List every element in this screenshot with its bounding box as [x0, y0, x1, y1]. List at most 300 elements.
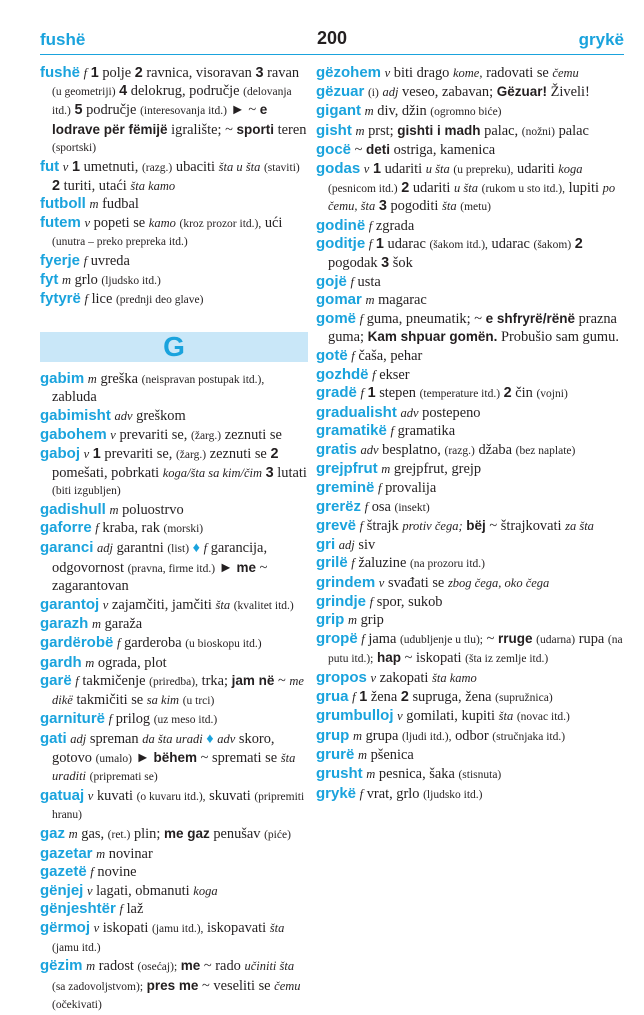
dictionary-entry	[316, 536, 628, 555]
entry-pos: m	[381, 462, 391, 477]
dictionary-entry	[316, 441, 628, 461]
entry-phrase: me	[180, 958, 201, 974]
entry-definition: novine	[97, 864, 137, 881]
headword: garanci	[40, 539, 94, 557]
headword: grip	[316, 611, 345, 629]
entry-definition: prst;	[368, 122, 394, 139]
entry-pos: m	[364, 104, 374, 119]
entry-note: (razg.)	[444, 444, 475, 457]
dictionary-entry	[316, 347, 628, 366]
entry-phrase: Kam shpuar gomën.	[367, 329, 498, 345]
dictionary-entry	[316, 611, 628, 630]
headword: gazetar	[40, 844, 93, 862]
entry-definition: greškom	[136, 407, 186, 424]
entry-sense-number: 2	[134, 65, 143, 81]
entry-definition: lice	[91, 291, 113, 308]
entry-phrase: e lodrave për fëmijë	[52, 102, 268, 137]
entry-pos: f	[372, 367, 376, 382]
entry-definition: čin	[515, 385, 533, 402]
entry-note: (insekt)	[394, 501, 430, 514]
entry-phrase: gishti i madh	[397, 122, 481, 138]
entry-definition: odbor	[455, 727, 489, 744]
entry-pos: f	[75, 674, 79, 689]
entry-definition: ~ iskopati	[404, 650, 462, 667]
dictionary-entry	[316, 366, 628, 385]
entry-sense-number: 5	[74, 102, 83, 119]
headword: garazh	[40, 615, 89, 633]
headword: futem	[40, 213, 81, 231]
headword: fyt	[40, 270, 59, 288]
entry-definition: popeti se	[93, 214, 146, 231]
entry-definition: grlo	[74, 271, 98, 288]
dictionary-entry	[40, 539, 308, 596]
entry-definition: ravnica, visoravan	[146, 65, 252, 81]
dictionary-entry	[40, 501, 308, 520]
entry-note: (pesnicom itd.)	[328, 182, 398, 195]
dictionary-entry	[40, 195, 308, 214]
entry-definition: ►	[218, 559, 233, 576]
dictionary-entry	[40, 957, 308, 1015]
entry-pos: m	[91, 617, 101, 632]
headword: gaboj	[40, 445, 80, 463]
entry-definition: stepen	[379, 385, 416, 402]
entry-separator: ♦	[206, 731, 214, 747]
dictionary-entry	[316, 422, 628, 441]
headword: gomar	[316, 291, 362, 309]
entry-definition: greška	[100, 370, 138, 387]
headword: gropë	[316, 629, 358, 647]
entry-definition: udariti	[412, 179, 451, 196]
entry-sense-number: 2	[52, 177, 61, 194]
entry-note: (unutra – preko prepreka itd.)	[52, 236, 188, 249]
entry-note: (neispravan postupak itd.),	[141, 373, 265, 386]
entry-note: (list)	[167, 543, 190, 556]
entry-definition: zeznuti se	[209, 446, 267, 463]
entry-pos: m	[365, 293, 375, 308]
entry-sense-number: 2	[401, 179, 410, 196]
entry-sense-number: 3	[378, 198, 387, 215]
entry-phrase: Gëzuar!	[496, 83, 548, 99]
entry-pos: m	[85, 655, 95, 670]
entry-definition: vrat, grlo	[366, 785, 420, 802]
entry-usage: šta	[442, 199, 457, 214]
entry-note: (jamu itd.),	[151, 922, 204, 935]
entry-definition: radost	[98, 958, 134, 975]
entry-note: (piće)	[264, 828, 291, 841]
entry-pos: adv	[400, 405, 419, 420]
entry-pos: v	[363, 161, 370, 176]
entry-pos: f	[83, 66, 88, 80]
entry-definition: pšenica	[370, 747, 414, 764]
dictionary-entry	[316, 593, 628, 612]
dictionary-entry	[316, 141, 628, 160]
headword: grurë	[316, 746, 355, 764]
headword: grua	[316, 687, 349, 705]
entry-definition: kraba, rak	[102, 520, 160, 537]
entry-pos: f	[369, 594, 374, 609]
entry-definition: ~	[354, 142, 363, 159]
headword: gazetë	[40, 863, 87, 881]
headword: gradualisht	[316, 403, 397, 421]
dictionary-entry	[316, 707, 628, 727]
entry-definition: kuvati	[96, 787, 133, 804]
headword: goditje	[316, 235, 366, 253]
entry-definition: takmičiti se	[76, 691, 144, 708]
entry-usage: koga	[558, 161, 583, 176]
left-column	[40, 64, 308, 1015]
entry-definition: igralište; ~	[171, 121, 233, 138]
entry-pos: f	[368, 237, 373, 252]
dictionary-entry	[40, 158, 308, 195]
entry-pos: m	[61, 272, 71, 287]
headword: gocë	[316, 141, 352, 159]
entry-phrase: bëhem	[153, 749, 197, 765]
entry-definition: pesnica, šaka	[378, 765, 455, 782]
dictionary-entry	[40, 615, 308, 634]
entry-definition: gramatika	[397, 423, 456, 440]
entry-sense-number: 1	[90, 65, 99, 81]
entry-definition: laž	[126, 901, 144, 918]
dictionary-entry	[40, 214, 308, 252]
entry-definition: penušav	[213, 825, 261, 842]
entry-note: (jamu itd.)	[52, 941, 101, 954]
headword: gëzuar	[316, 82, 365, 100]
entry-pos: adj	[96, 541, 113, 556]
entry-phrase: deti	[366, 142, 391, 158]
entry-note: (sportski)	[52, 142, 97, 155]
headword: grusht	[316, 764, 363, 782]
entry-definition: Živeli!	[550, 83, 590, 100]
entry-pos: v	[86, 883, 93, 898]
letter-heading: G	[40, 332, 308, 362]
entry-note: (ret.)	[107, 828, 131, 841]
entry-definition: ~	[486, 630, 495, 647]
entry-definition: spreman	[89, 731, 139, 747]
entry-definition: poluostrvo	[122, 501, 184, 518]
entry-definition: ostriga, kamenica	[393, 142, 496, 159]
dictionary-entry	[316, 310, 628, 347]
entry-pos: f	[84, 292, 88, 307]
headword: gabim	[40, 369, 85, 387]
entry-sense-number: 1	[359, 688, 368, 705]
headword: gaz	[40, 824, 66, 842]
entry-pos: f	[351, 348, 355, 363]
entry-note: (ljudi itd.),	[401, 730, 452, 743]
entry-usage: šta kamo	[130, 178, 176, 193]
headword: gigant	[316, 102, 361, 120]
entry-pos: f	[390, 424, 394, 439]
entry-pos: f	[108, 712, 113, 727]
dictionary-entry	[316, 688, 628, 708]
headword: gri	[316, 535, 336, 553]
entry-definition: zgrada	[375, 217, 415, 234]
entry-note: (u geometriji)	[52, 85, 116, 98]
guide-word-left: fushë	[40, 30, 86, 49]
entry-sense-number: 3	[265, 464, 274, 481]
entry-definition: Probušio sam gumu.	[500, 329, 619, 346]
entry-definition: ograda, plot	[97, 654, 167, 671]
headword: gëzohem	[316, 64, 382, 81]
entry-pos: v	[397, 709, 403, 724]
entry-definition: biti drago	[393, 65, 450, 81]
headword: fytyrë	[40, 290, 81, 308]
entry-definition: ~	[277, 673, 286, 690]
headword: gotë	[316, 346, 348, 364]
dictionary-entry	[316, 235, 628, 272]
headword: gradë	[316, 384, 357, 402]
entry-definition: iskopavati	[207, 919, 267, 936]
entry-pos: f	[203, 541, 208, 556]
headword: gati	[40, 730, 67, 747]
dictionary-entry	[316, 630, 628, 669]
dictionary-entry	[40, 825, 308, 845]
entry-note: (razg.)	[141, 161, 173, 174]
entry-pos: m	[109, 502, 119, 517]
entry-pos: m	[96, 846, 106, 861]
entry-note: (sa zadovoljstvom);	[52, 980, 144, 993]
dictionary-entry	[316, 498, 628, 518]
headword: gadishull	[40, 500, 106, 518]
entry-definition: fudbal	[102, 196, 139, 213]
entry-usage: šta u šta	[218, 159, 261, 174]
headword: garantoj	[40, 595, 100, 613]
entry-definition: ►	[135, 749, 150, 766]
entry-pos: f	[90, 865, 94, 880]
entry-phrase: pres me	[146, 977, 199, 993]
entry-sense-number: 3	[255, 65, 264, 81]
entry-definition: div, džin	[377, 103, 427, 120]
dictionary-entry	[40, 370, 308, 407]
entry-definition: lagati, obmanuti	[96, 882, 190, 899]
dictionary-entry	[316, 404, 628, 423]
entry-definition: radovati se	[486, 65, 549, 81]
dictionary-entry	[316, 727, 628, 747]
entry-note: (nožni)	[521, 125, 555, 138]
entry-note: (očekivati)	[52, 999, 102, 1012]
entry-definition: teren	[277, 121, 307, 138]
entry-pos: v	[93, 920, 100, 935]
entry-pos: f	[351, 556, 355, 571]
entry-definition: ~	[474, 310, 483, 327]
entry-usage: šta kamo	[431, 671, 477, 685]
entry-usage: zbog čega, oko čega	[447, 576, 550, 591]
entry-usage: šta	[215, 597, 231, 612]
dictionary-entry	[40, 426, 308, 446]
entry-pos: m	[366, 766, 376, 781]
dictionary-entry	[316, 384, 628, 404]
entry-phrase: rruge	[498, 630, 533, 646]
headword: futboll	[40, 195, 86, 213]
entry-definition: polje	[102, 65, 132, 81]
dictionary-entry	[40, 271, 308, 291]
entry-pos: m	[357, 748, 367, 763]
entry-pos: m	[347, 613, 357, 628]
guide-word-right: grykë	[578, 30, 624, 49]
entry-sense-number: 3	[381, 254, 390, 271]
entry-pos: v	[62, 159, 69, 174]
entry-definition: pomešati, pobrkati	[52, 464, 160, 481]
headword: fyerje	[40, 251, 81, 269]
entry-sense-number: 2	[400, 688, 409, 705]
entry-sense-number: 1	[367, 385, 376, 402]
entry-note: (pravna, firme itd.)	[127, 562, 216, 575]
entry-pos: v	[87, 788, 94, 803]
entry-definition: prilog	[115, 711, 151, 728]
headword: gërmoj	[40, 918, 91, 936]
page-header	[40, 26, 624, 55]
dictionary-entry	[316, 83, 628, 103]
dictionary-entry	[40, 290, 308, 310]
entry-definition: veseo, zabavan;	[402, 83, 494, 100]
entry-note: (pripremiti hranu)	[52, 790, 305, 822]
entry-pos: f	[359, 311, 364, 326]
headword: gëzim	[40, 957, 83, 975]
entry-note: (novac itd.)	[516, 711, 570, 724]
dictionary-entry	[316, 554, 628, 574]
entry-note: (kroz prozor itd.),	[179, 217, 262, 230]
dictionary-entry	[40, 654, 308, 673]
entry-pos: f	[368, 218, 373, 233]
entry-definition: usta	[357, 273, 381, 290]
entry-definition: spor, sukob	[376, 593, 443, 610]
entry-pos: f	[359, 519, 364, 534]
page-number: 200	[316, 28, 348, 48]
entry-pos: adv	[217, 732, 236, 746]
entry-definition: udarac	[491, 236, 530, 253]
entry-definition: udarac	[387, 236, 426, 253]
headword: gisht	[316, 121, 352, 139]
dictionary-entry	[316, 669, 628, 688]
entry-definition: garderoba	[124, 635, 182, 652]
entry-definition: besplatno,	[382, 441, 441, 458]
entry-note: (o kuvaru itd.),	[136, 790, 206, 803]
entry-definition: garaža	[104, 616, 143, 633]
entry-pos: f	[119, 902, 123, 917]
entry-pos: v	[378, 576, 385, 591]
dictionary-entry	[40, 900, 308, 919]
entry-note: (delovanja itd.)	[52, 85, 292, 118]
entry-pos: adv	[360, 442, 379, 457]
headword: gardh	[40, 653, 82, 671]
dictionary-entry	[40, 445, 308, 501]
headword: godinë	[316, 216, 366, 234]
entry-phrase: e shfryrë/rënë	[485, 310, 575, 326]
entry-definition: guma, pneumatik;	[366, 310, 471, 327]
right-column	[316, 64, 628, 804]
entry-definition: ~ veseliti se	[202, 977, 271, 994]
headword: grykë	[316, 784, 357, 802]
entry-usage: kome,	[452, 66, 483, 80]
headword: gozhdë	[316, 365, 369, 383]
entry-phrase: jam në	[231, 673, 275, 689]
entry-definition: žaluzine	[358, 555, 407, 572]
entry-note: (metu)	[460, 201, 491, 214]
entry-usage: kamo	[148, 215, 176, 230]
headword: grerëz	[316, 497, 362, 515]
headword: garë	[40, 672, 72, 690]
headword: gatuaj	[40, 786, 85, 804]
entry-note: (temperature itd.)	[419, 388, 501, 401]
headword: grejpfrut	[316, 460, 378, 478]
entry-definition: ~ rado	[203, 958, 241, 975]
entry-usage: koga	[193, 883, 218, 898]
dictionary-entry	[316, 64, 628, 83]
entry-definition: lutati	[277, 464, 307, 481]
dictionary-entry	[316, 460, 628, 479]
entry-definition: prazna guma;	[328, 310, 617, 346]
headword: gaforre	[40, 519, 92, 537]
entry-pos: f	[350, 274, 354, 289]
headword: greminë	[316, 479, 375, 497]
entry-definition: jama	[368, 630, 397, 647]
entry-definition: osa	[371, 498, 391, 515]
entry-definition: štrajk	[366, 518, 399, 535]
dictionary-entry	[40, 519, 308, 539]
entry-pos: m	[87, 371, 97, 386]
entry-pos: v	[110, 427, 116, 442]
entry-phrase: me gaz	[163, 825, 210, 841]
entry-usage: po čemu, šta	[328, 180, 616, 214]
entry-phrase: hap	[376, 650, 401, 666]
dictionary-entry	[316, 574, 628, 593]
entry-sense-number: 1	[71, 158, 80, 175]
entry-pos: f	[116, 636, 121, 651]
entry-pos: f	[360, 386, 364, 401]
headword: grevë	[316, 517, 357, 535]
entry-definition: ~ spremati se	[200, 749, 278, 766]
entry-usage: šta uraditi	[52, 750, 296, 784]
entry-pos: v	[102, 597, 109, 612]
entry-note: (biti izgubljen)	[52, 485, 121, 498]
dictionary-entry	[316, 217, 628, 236]
entry-sense-number: 2	[503, 385, 512, 402]
entry-definition: svađati se	[387, 575, 445, 592]
headword: gënjeshtër	[40, 900, 116, 918]
entry-pos: f	[352, 689, 356, 704]
dictionary-entry	[40, 882, 308, 901]
entry-phrase: bëj	[466, 518, 486, 534]
entry-usage: čemu	[274, 978, 301, 993]
dictionary-entry	[316, 785, 628, 805]
entry-sense-number: 2	[270, 446, 279, 463]
entry-definition: područje	[86, 102, 137, 119]
entry-usage: protiv čega;	[402, 519, 463, 534]
entry-usage: šta	[269, 920, 285, 935]
entry-pos: v	[370, 671, 377, 685]
entry-definition: lupiti	[568, 179, 599, 196]
entry-pos: adv	[114, 408, 133, 423]
entry-definition: udariti	[517, 160, 555, 177]
entry-usage: šta	[498, 709, 514, 724]
entry-definition: zabluda	[52, 389, 97, 406]
entry-note: (rukom u sto itd.),	[481, 182, 565, 195]
dictionary-entry	[316, 517, 628, 536]
entry-definition: džaba	[478, 441, 513, 458]
headword: godas	[316, 159, 361, 177]
dictionary-entry	[40, 634, 308, 654]
entry-sense-number: 4	[119, 82, 128, 99]
entry-pos: f	[359, 786, 364, 801]
entry-sense-number: 1	[375, 236, 384, 253]
headword: gomë	[316, 309, 357, 327]
entry-note: (pripremati se)	[89, 771, 158, 784]
entry-note: (udarna)	[536, 633, 576, 646]
entry-phrase: sporti	[236, 121, 275, 137]
entry-pos: adj	[70, 732, 87, 746]
entry-pos: v	[84, 215, 91, 230]
entry-definition: prevariti se,	[119, 426, 188, 443]
entry-definition: trka;	[201, 673, 228, 690]
